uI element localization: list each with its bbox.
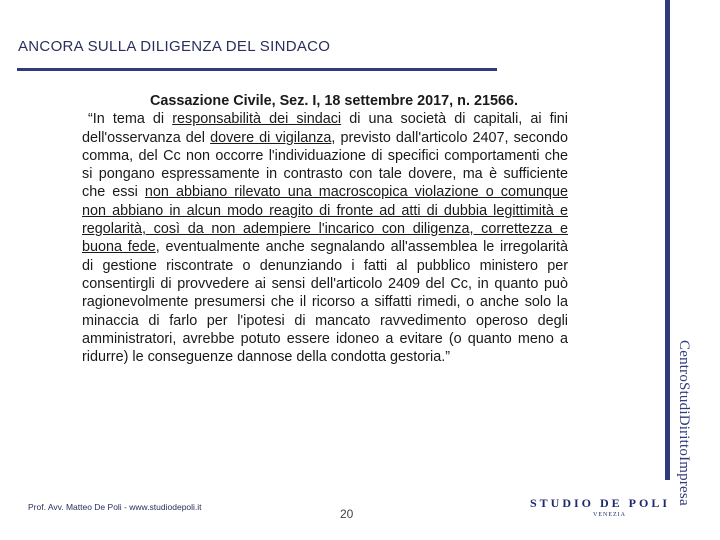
quote-part: di una società di capitali, ai fini dell'osservanza del: [82, 111, 569, 146]
quote-underlined-part: dovere di vigilanza: [210, 129, 332, 146]
slide-title: ANCORA SULLA DILIGENZA DEL SINDACO: [18, 38, 331, 55]
quoted-ruling: [82, 110, 568, 366]
studio-logo-subtitle: VENEZIA: [593, 512, 626, 518]
citation-heading: Cassazione Civile, Sez. I, 18 settembre 2017, n. 21566.: [150, 93, 518, 109]
page-number: 20: [340, 507, 354, 521]
right-accent-bar: [665, 0, 670, 480]
quote-part: “In tema di: [88, 111, 173, 128]
title-underline: [17, 68, 497, 71]
quote-part: , previsto dall'articolo 2407, secondo comma, del Cc non occorre l'individuazione di specifici comportamenti che si pongano espressamente in contrasto con tale dovere, ma è sufficiente che essi: [82, 129, 568, 201]
body-text-block: [82, 92, 568, 366]
brand-vertical-text: CentroStudiDirittoImpresa: [676, 340, 692, 506]
quote-part: , eventualmente anche segnalando all'assemblea le irregolarità di gestione riscontrate o denunziando i fatti al pubblico ministero per consentirgli di provvedere ai sensi dell'articolo 2409 del Cc, in quanto può ragionevolmente presumersi che il ricorso a siffatti rimedi, o anche solo la minaccia di farlo per l'ipotesi di mancato ravvedimento operoso degli amministratori, avrebbe potuto essere idoneo a evitare (o quanto meno a ridurre) le conseguenze dannose della condotta gestoria.”: [82, 239, 568, 366]
footer-author: Prof. Avv. Matteo De Poli - www.studiodepoli.it: [28, 502, 202, 512]
quote-underlined-part: responsabilità dei sindaci: [172, 111, 342, 128]
studio-logo: STUDIO DE POLI: [530, 496, 671, 510]
quote-underlined-part: non abbiano rilevato una macroscopica violazione o comunque non abbiano in alcun modo reagito di fronte ad atti di dubbia legittimità e regolarità, così da non adempiere l'incarico con diligenza, correttezza e buona fede: [82, 184, 568, 256]
